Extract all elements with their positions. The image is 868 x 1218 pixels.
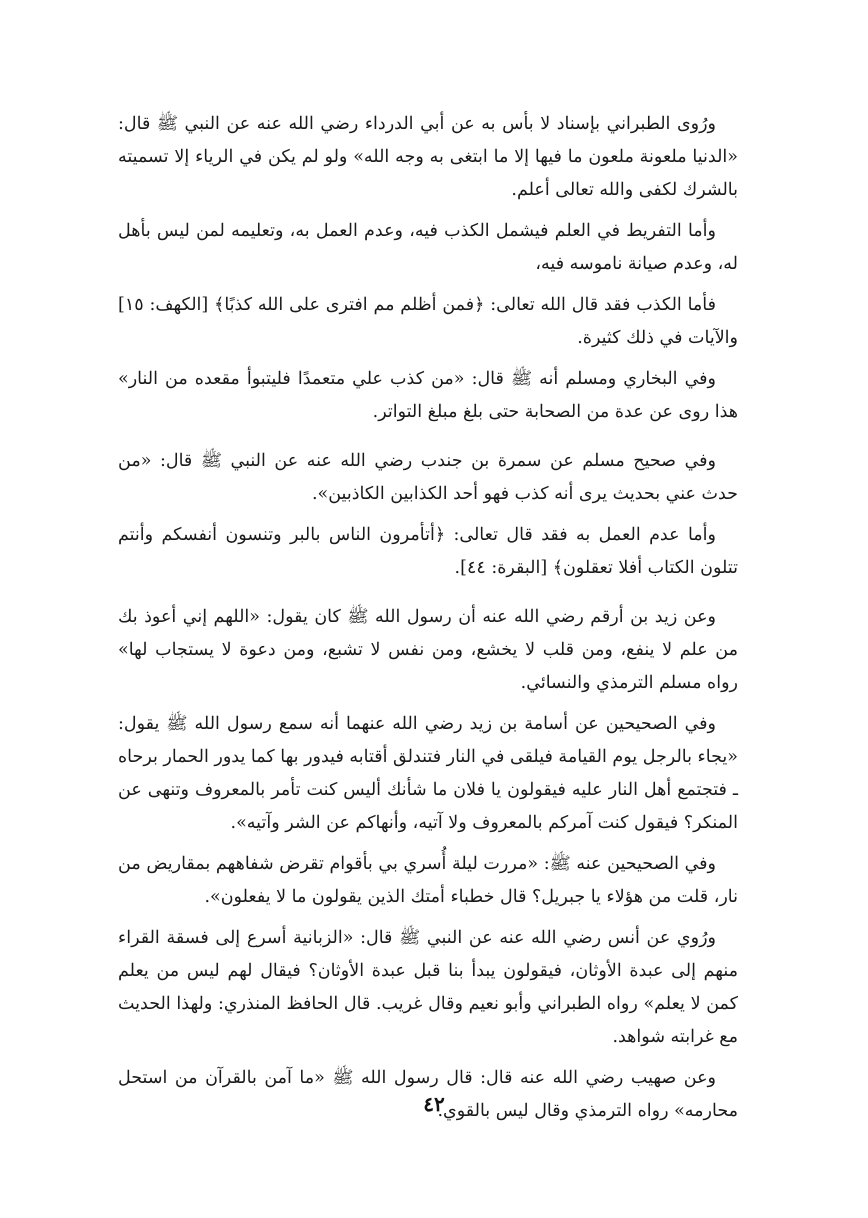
paragraph: وفي البخاري ومسلم أنه ﷺ قال: «من كذب علي متعمدًا فليتبوأ مقعده من النار» هذا روى عن عدة من الصحابة حتى بلغ مبلغ التواتر. [118, 369, 738, 422]
paragraph: وأما التفريط في العلم فيشمل الكذب فيه، وعدم العمل به، وتعليمه لمن ليس بأهل له، وعدم صيانة ناموسه فيه، [118, 221, 738, 274]
paragraph: وفي الصحيحين عنه ﷺ: «مررت ليلة أُسري بي بأقوام تقرض شفاههم بمقاريض من نار، قلت من هؤلاء يا جبريل؟ قال خطباء أمتك الذين يقولون ما لا يفعلون». [118, 854, 738, 907]
body-text [118, 108, 738, 1136]
paragraph: ورُوى الطبراني بإسناد لا بأس به عن أبي الدرداء رضي الله عنه عن النبي ﷺ قال: «الدنيا ملعونة ملعون ما فيها إلا ما ابتغى به وجه الله» ولو لم يكن في الرياء إلا تسميته بالشرك لكفى والله تعالى أعلم. [118, 114, 738, 200]
paragraph: ورُوي عن أنس رضي الله عنه عن النبي ﷺ قال: «الزبانية أسرع إلى فسقة القراء منهم إلى عبدة الأوثان، فيقولون يبدأ بنا قبل عبدة الأوثان؟ فيقال لهم ليس من يعلم كمن لا يعلم» رواه الطبراني وأبو نعيم وقال غريب. قال الحافظ المنذري: ولهذا الحديث مع غرابته شواهد. [118, 928, 738, 1047]
paragraph: وأما عدم العمل به فقد قال تعالى: ﴿أتأمرون الناس بالبر وتنسون أنفسكم وأنتم تتلون الكتاب أفلا تعقلون﴾ [البقرة: ٤٤]. [118, 525, 738, 578]
page-number: ٤٢ [423, 1092, 445, 1116]
paragraph: وعن صهيب رضي الله عنه قال: قال رسول الله ﷺ «ما آمن بالقرآن من استحل محارمه» رواه الترمذي وقال ليس بالقوي. [118, 1068, 738, 1121]
paragraph: وفي صحيح مسلم عن سمرة بن جندب رضي الله عنه عن النبي ﷺ قال: «من حدث عني بحديث يرى أنه كذب فهو أحد الكذابين الكاذبين». [118, 451, 738, 504]
paragraph: وعن زيد بن أرقم رضي الله عنه أن رسول الله ﷺ كان يقول: «اللهم إني أعوذ بك من علم لا ينفع، ومن قلب لا يخشع، ومن نفس لا تشبع، ومن دعوة لا يستجاب لها» رواه مسلم الترمذي والنسائي. [118, 607, 738, 693]
paragraph: فأما الكذب فقد قال الله تعالى: ﴿فمن أظلم مم افترى على الله كذبًا﴾ [الكهف: ١٥] والآيات في ذلك كثيرة. [118, 295, 738, 348]
paragraph: وفي الصحيحين عن أسامة بن زيد رضي الله عنهما أنه سمع رسول الله ﷺ يقول: «يجاء بالرجل يوم القيامة فيلقى في النار فتندلق أقتابه فيدور بها كما يدور الحمار برحاه ـ فتجتمع أهل النار عليه فيقولون يا فلان ما شأنك أليس كنت تأمر بالمعروف وتنهى عن المنكر؟ فيقول كنت آمركم بالمعروف ولا آتيه، وأنهاكم عن الشر وآتيه». [118, 714, 738, 833]
